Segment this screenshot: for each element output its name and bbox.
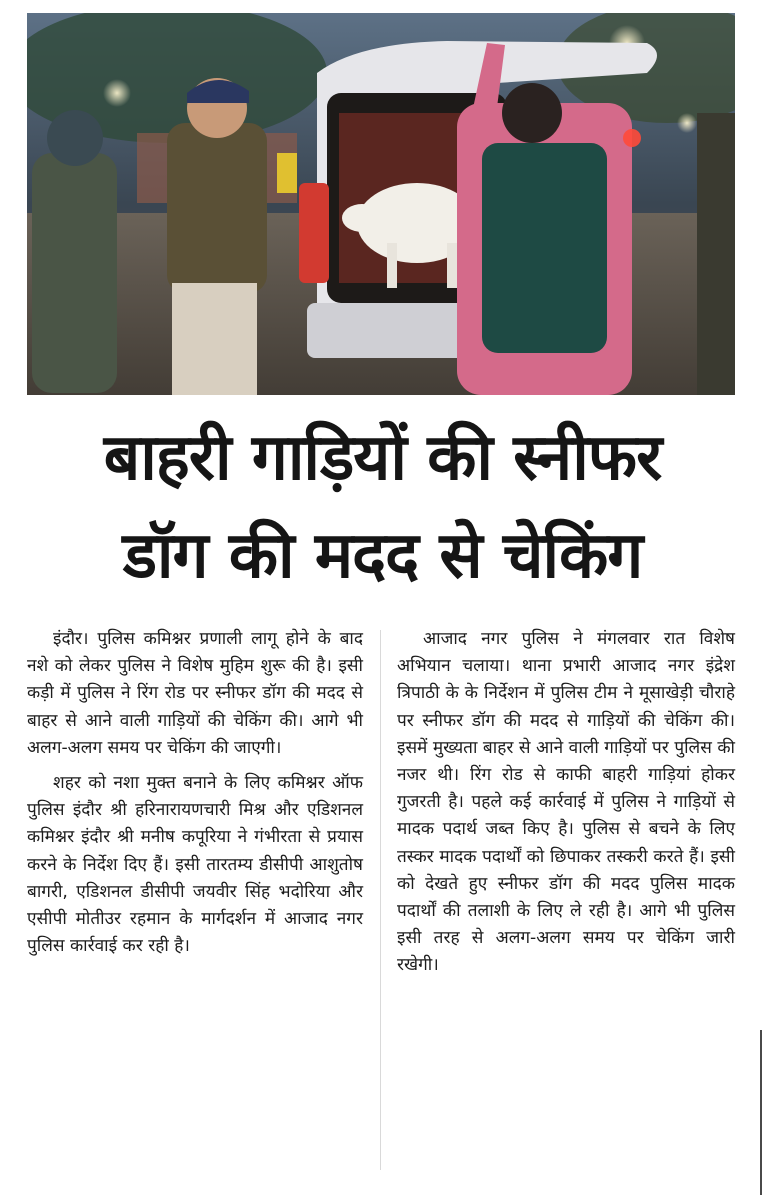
news-photo <box>27 13 735 395</box>
article-column-left <box>27 626 363 968</box>
article-column-right <box>397 626 735 988</box>
paragraph: शहर को नशा मुक्त बनाने के लिए कमिश्नर ऑफ पुलिस इंदौर श्री हरिनारायणचारी मिश्र और एडिशनल कमिश्नर इंदौर श्री मनीष कपूरिया ने गंभीरता से प्रयास करने के निर्देश दिए हैं। इसी तारतम्य डीसीपी आशुतोष बागरी, एडिशनल डीसीपी जयवीर सिंह भदोरिया और एसीपी मोतीउर रहमान के मार्गदर्शन में आजाद नगर पुलिस कार्रवाई कर रही है। <box>27 773 363 957</box>
paragraph: आजाद नगर पुलिस ने मंगलवार रात विशेष अभियान चलाया। थाना प्रभारी आजाद नगर इंद्रेश त्रिपाठी के के निर्देशन में पुलिस टीम ने मूसाखेड़ी चौराहे पर स्नीफर डॉग की मदद से गाड़ियों की चेकिंग की। इसमें मुख्यता बाहर से आने वाली गाड़ियों पर पुलिस की नजर थी। रिंग रोड से काफी बाहरी गाड़ियां होकर गुजरती है। पहले कई कार्रवाई में पुलिस ने गाड़ियों से मादक पदार्थ जब्त किए है। पुलिस से बचने के लिए तस्कर मादक पदार्थों को छिपाकर तस्करी करते हैं। इसी को देखते हुए स्नीफर डॉग की मदद पुलिस मादक पदार्थों की तलाशी के लिए ले रही है। आगे भी पुलिस इसी तरह से अलग-अलग समय पर चेकिंग जारी रखेगी। <box>397 629 735 976</box>
headline-line-1: बाहरी गाड़ियों की स्नीफर <box>103 421 662 495</box>
photo-illustration <box>27 13 735 395</box>
paragraph: इंदौर। पुलिस कमिश्नर प्रणाली लागू होने के बाद नशे को लेकर पुलिस ने विशेष मुहिम शुरू की है। इसी कड़ी में पुलिस ने रिंग रोड पर स्नीफर डॉग की मदद से बाहर से आने वाली गाड़ियों की चेकिंग की। आगे भी अलग-अलग समय पर चेकिंग की जाएगी। <box>27 629 363 758</box>
headline-line-2: डॉग की मदद से चेकिंग <box>122 519 643 593</box>
column-divider <box>380 630 381 1170</box>
page-edge-rule <box>760 1030 762 1195</box>
